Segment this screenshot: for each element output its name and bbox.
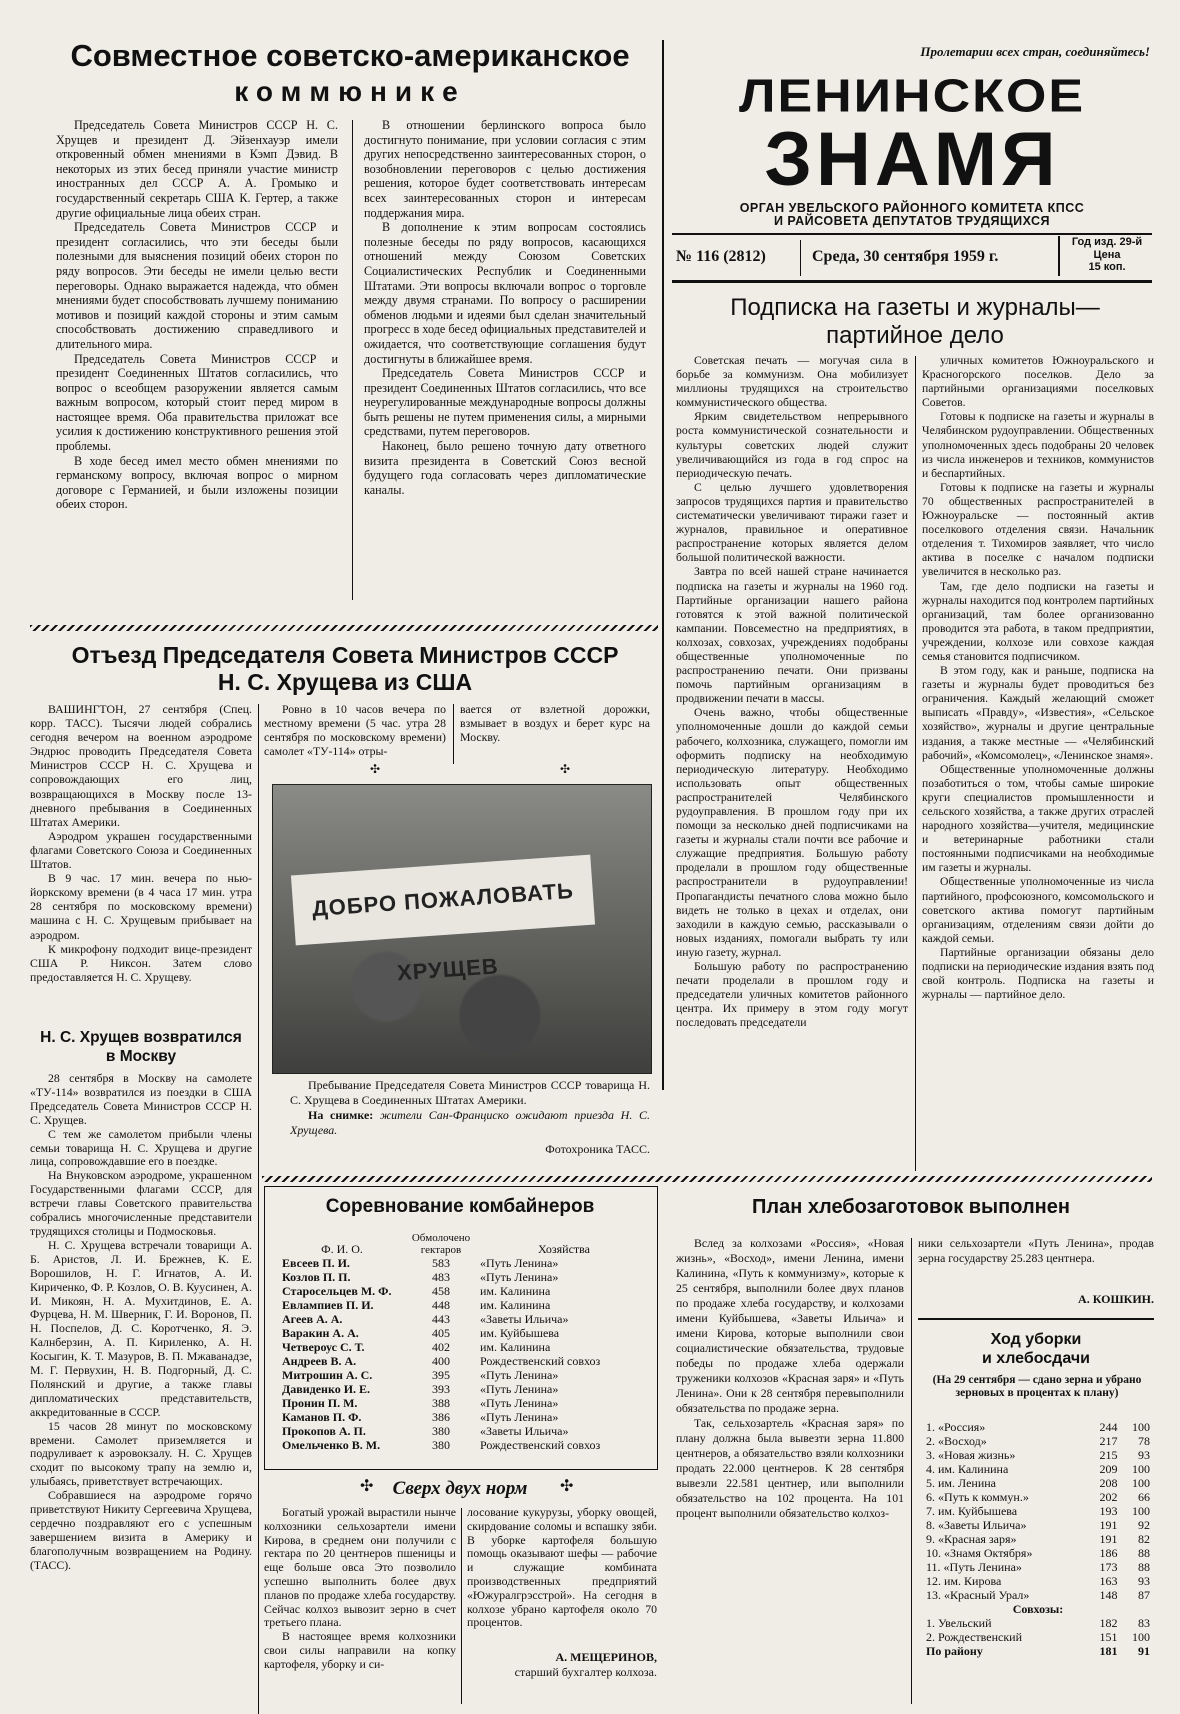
departure-paragraph: ВАШИНГТОН, 27 сентября (Спец. корр. ТАСС). Тысячи людей собрались сегодня вечером на военном аэродроме Эндрюс проводить Председателя Совета Министров СССР Н. С. Хрущева и сопровождающих его лиц, возвращающихся в Москву после 13-дневного пребывания в Соединенных Штатах Америки.: [30, 702, 252, 829]
subscription-paragraph: Ярким свидетельством непрерывного роста коммунистической сознательности и культуры советских людей служит увеличивающийся из года в год спрос на периодическую печать.: [676, 410, 908, 480]
table-row: [924, 1518, 1152, 1532]
harvest-grain-cell: 163: [1099, 1574, 1118, 1588]
table-row: [924, 1476, 1152, 1490]
combine-name-cell: Варакин А. А.: [282, 1326, 359, 1340]
combine-name-cell: Пронин П. М.: [282, 1396, 358, 1410]
harvest-grain-cell: 186: [1099, 1546, 1118, 1560]
price-value: 15 коп.: [1088, 261, 1126, 273]
harvest-name-cell: 12. им. Кирова: [926, 1574, 1002, 1588]
harvest-grain-cell: 193: [1099, 1504, 1118, 1518]
photo-caption-lead: На снимке:: [308, 1108, 374, 1122]
table-row: [924, 1546, 1152, 1560]
ornament-icon: ✣: [560, 1478, 574, 1495]
harvest-name-cell: 1. Увельский: [926, 1616, 992, 1630]
subscription-paragraph: уличных комитетов Южноуральского и Красногорского поселков. Дело за партийными организациями поселковых Советов.: [922, 354, 1154, 410]
harvest-title: [918, 1330, 1154, 1368]
departure-column-3: вается от взлетной дорожки, взмывает в воздух и берет курс на Москву.: [460, 702, 650, 745]
combine-header-hectares: [404, 1232, 478, 1256]
returned-title-line2: в Москву: [105, 1048, 177, 1065]
plan-column-2: ники сельхозартели «Путь Ленина», продав зерна государству 25.283 центнера.: [918, 1236, 1154, 1265]
harvest-name-cell: 1. «Россия»: [926, 1420, 986, 1434]
harvest-sovkhoz-label-row: [924, 1602, 1152, 1616]
subscription-paragraph: Готовы к подписке на газеты и журналы 70 общественных распространителей в Южноуральске — постоянный актив поселкового отделения связи. Начальник отделения т. Тихомиров заявляет, что число актива в поселке с началом подписки увеличится в несколько раз.: [922, 480, 1154, 579]
ornament-icon: ✣: [360, 1478, 374, 1495]
combine-hectares-cell: 458: [432, 1284, 450, 1298]
departure-paragraph: Аэродром украшен государственными флагами Советского Союза и Соединенных Штатов.: [30, 828, 252, 872]
subscription-title-line2: партийное дело: [826, 322, 1004, 349]
combine-farm-cell: им. Калинина: [480, 1298, 551, 1312]
plan-title: План хлебозаготовок выполнен: [752, 1196, 1070, 1218]
masthead-slogan: Пролетарии всех стран, соединяйтесь!: [920, 44, 1150, 59]
table-row: [924, 1560, 1152, 1574]
harvest-name-cell: 10. «Знамя Октября»: [926, 1546, 1033, 1560]
returned-title: [30, 1028, 252, 1066]
combine-table-body: [280, 1256, 650, 1452]
issue-date: Среда, 30 сентября 1959 г.: [812, 248, 999, 265]
combine-name-cell: Козлов П. П.: [282, 1270, 351, 1284]
harvest-title-line2: и хлебосдачи: [982, 1350, 1090, 1367]
harvest-harvested-cell: 88: [1138, 1546, 1150, 1560]
returned-paragraph: 15 часов 28 минут по московскому времени. Самолет приземляется и подруливает к аэровокзалу. Н. С. Хрущев сходит по высокому трапу на землю и, улыбаясь, приветствует встречающих.: [30, 1418, 252, 1489]
table-row: [924, 1574, 1152, 1588]
harvest-name-cell: По району: [926, 1644, 983, 1658]
year-of-publication: Год изд. 29-й: [1071, 236, 1143, 248]
harvest-harvested-cell: 87: [1138, 1588, 1150, 1602]
combine-name-cell: Четвероус С. Т.: [282, 1340, 365, 1354]
column-divider: [461, 1508, 462, 1704]
harvest-name-cell: 11. «Путь Ленина»: [926, 1560, 1022, 1574]
price-box: [1058, 236, 1154, 276]
table-row: [924, 1420, 1152, 1434]
harvest-harvested-cell: 100: [1132, 1476, 1150, 1490]
communique-column-1: [56, 118, 338, 598]
communique-paragraph: В ходе бесед имел место обмен мнениями по германскому вопросу, включая вопрос о мирном договоре с Германией, и были изложены позиции обеих сторон.: [56, 453, 338, 512]
returned-paragraph: Собравшиеся на аэродроме горячо приветствуют Никиту Сергеевича Хрущева, сердечно поздравляют его с успешным завершением визита в Америку и благополучным возвращением на Родину. (ТАСС).: [30, 1488, 252, 1572]
harvest-sovkhoz-label: Совхозы:: [1012, 1602, 1064, 1616]
photo: [272, 784, 652, 1074]
harvest-grain-cell: 244: [1099, 1420, 1118, 1434]
harvest-harvested-cell: 100: [1132, 1504, 1150, 1518]
departure-title-line2: Н. С. Хрущева из США: [217, 669, 473, 695]
returned-paragraph: С тем же самолетом прибыли члены семьи товарища Н. С. Хрущева и другие лица, сопровождавшие его в поездке.: [30, 1126, 252, 1169]
communique-title-line1: Совместное советско-американское: [70, 38, 630, 73]
table-row: [924, 1616, 1152, 1630]
combine-name-cell: Митрошин А. С.: [282, 1368, 373, 1382]
ornament-icon: ✣: [560, 762, 571, 776]
harvest-grain-cell: 151: [1099, 1630, 1118, 1644]
column-divider: [453, 704, 454, 764]
combine-farm-cell: Рождественский совхоз: [480, 1438, 601, 1452]
combine-hectares-cell: 483: [432, 1270, 450, 1284]
column-divider: [352, 120, 353, 600]
returned-title-line1: Н. С. Хрущев возвратился: [40, 1029, 242, 1046]
table-row: [280, 1298, 650, 1312]
norms-title: Сверх двух норм: [392, 1478, 528, 1499]
table-row: [280, 1284, 650, 1298]
communique-title-line2: коммюнике: [234, 76, 466, 107]
combine-header-hectares-line2: гектаров: [420, 1244, 462, 1256]
masthead-organ-line2: И РАЙСОВЕТА ДЕПУТАТОВ ТРУДЯЩИХСЯ: [773, 214, 1051, 228]
combine-hectares-cell: 402: [432, 1340, 450, 1354]
combine-header-farm: Хозяйства: [538, 1242, 590, 1256]
masthead-rule-bottom: [672, 280, 1152, 283]
communique-column-2: [364, 118, 646, 598]
harvest-grain-cell: 208: [1099, 1476, 1118, 1490]
vertical-divider: [662, 40, 664, 1090]
column-divider: [915, 356, 916, 1171]
harvest-subtitle: (На 29 сентября — сдано зерна и убрано зерновых в процентах к плану): [932, 1374, 1142, 1399]
photo-credit: Фотохроника ТАСС.: [545, 1142, 650, 1156]
combine-name-cell: Агеев А. А.: [282, 1312, 343, 1326]
subscription-paragraph: Большую работу по распространению печати проделали в прошлом году и председатели уличных комитетов районного центра. Их примеру в этом году могут последовать председатели: [676, 960, 908, 1030]
table-row: [280, 1270, 650, 1284]
combine-farm-cell: им. Калинина: [480, 1284, 551, 1298]
harvest-harvested-cell: 91: [1138, 1644, 1150, 1658]
plan-author: А. КОШКИН.: [1078, 1292, 1154, 1306]
table-row: [280, 1424, 650, 1438]
harvest-grain-cell: 217: [1099, 1434, 1118, 1448]
combine-hectares-cell: 400: [432, 1354, 450, 1368]
harvest-grain-cell: 182: [1099, 1616, 1118, 1630]
returned-column: [30, 1072, 252, 1692]
combine-hectares-cell: 443: [432, 1312, 450, 1326]
harvest-harvested-cell: 93: [1138, 1574, 1150, 1588]
combine-name-cell: Прокопов А. П.: [282, 1424, 366, 1438]
issue-number: № 116 (2812): [676, 248, 766, 265]
combine-farm-cell: «Путь Ленина»: [480, 1382, 559, 1396]
subscription-paragraph: Очень важно, чтобы общественные уполномоченные дошли до каждой семьи рабочего, колхозника, служащего, помогли им оформить подписку на необходимую периодическую литературу. Необходимо использовать опыт общественных распространителей Челябинского рудоуправления. В прошлом году при их помощи за несколько дней подписчиками на газеты и журналы стали почти все рабочие и служащие предприятия. Большую работу проделали в прошлом году общественные распространители в рудоуправлении! Пропагандисты печатного слова можно было видеть не только в цехах и отделах, они заходили в каждую семью, рассказывали о новых изданиях, помогали выбрать ту или иную газету, журнал.: [676, 706, 908, 959]
combine-farm-cell: «Путь Ленина»: [480, 1368, 559, 1382]
combine-farm-cell: «Путь Ленина»: [480, 1396, 559, 1410]
norms-column-2: лосование кукурузы, уборку овощей, скирдование соломы и вспашку зяби. В уборке картофеля большую помощь оказывают шефы — рабочие и служащие комбината производственных предприятий «Южуралгрэсстрой». На сегодня в колхозе убрано картофеля около 70 процентов.: [467, 1506, 657, 1630]
harvest-name-cell: 3. «Новая жизнь»: [926, 1448, 1016, 1462]
returned-paragraph: Н. С. Хрущева встречали товарищи А. Б. Аристов, Л. И. Брежнев, К. Е. Ворошилов, Н. Г. Игнатов, А. И. Кириченко, Ф. Р. Козлов, О. В. Куусинен, А. И. Микоян, Н. А. Мухитдинов, Е. А. Фурцева, Н. М. Шверник, Г. И. Воронов, П. Н. Поспелов, Д. С. Коротченко, Я. Э. Калнберзин, А. П. Кириленко, А. Н. Косыгин, К. Т. Мазуров, В. П. Мжаванадзе, М. Г. Первухин, Н. В. Подгорный, Д. С. Полянский и другие, а также главы дипломатических представительств, аккредитованные в СССР.: [30, 1237, 252, 1419]
harvest-name-cell: 8. «Заветы Ильича»: [926, 1518, 1027, 1532]
harvest-name-cell: 2. «Восход»: [926, 1434, 987, 1448]
norms-author-role: старший бухгалтер колхоза.: [514, 1665, 657, 1679]
plan-paragraph: Так, сельхозартель «Красная заря» по плану должна была вывезти зерна 11.800 центнеров, а обязательство взяли колхозники продать 22.000 центнеров. К 28 сентября вывезли 22.581 центнер, или выполнили обязательство на 102 процента. На 101 процент выполнили обязательство колхоз-: [676, 1416, 904, 1520]
communique-paragraph: Председатель Совета Министров СССР и президент согласились, что эти беседы были полезными для выяснения позиций обеих сторон по ряду вопросов. Эти беседы не имели целью вести переговоры. Однако выражается надежда, что обмен мнениями будет способствовать лучшему пониманию мотивов и позиций каждой стороны и этим самым способствовать достижению справедливого и длительного мира.: [56, 220, 338, 351]
norms-author-name: А. МЕЩЕРИНОВ,: [555, 1650, 657, 1664]
combine-hectares-cell: 395: [432, 1368, 450, 1382]
combine-farm-cell: им. Калинина: [480, 1340, 551, 1354]
subscription-paragraph: Общественные уполномоченные из числа партийного, профсоюзного, комсомольского и советского актива помогут партийным организациям, отделениям связи дойти до каждой семьи.: [922, 875, 1154, 945]
harvest-grain-cell: 173: [1099, 1560, 1118, 1574]
harvest-grain-cell: 181: [1099, 1644, 1118, 1658]
table-row: [280, 1256, 650, 1270]
harvest-grain-cell: 191: [1099, 1518, 1118, 1532]
plan-paragraph: Вслед за колхозами «Россия», «Новая жизнь», «Восход», имени Ленина, имени Калинина, «Путь к коммунизму», которые к 25 сентября, выполнили более двух планов по продаже хлеба государству, и колхозами имени Куйбышева, «Заветы Ильича» и имени Кирова, которые выполнили свои социалистические обязательства, трудовые победы по продаже хлеба одержали труженики колхозов «Красная заря» и «Путь Ленина». Они к 28 сентября перевыполнили обязательства по продаже зерна.: [676, 1236, 904, 1415]
harvest-name-cell: 13. «Красный Урал»: [926, 1588, 1030, 1602]
table-row: [280, 1340, 650, 1354]
table-row: [280, 1326, 650, 1340]
communique-paragraph: Председатель Совета Министров СССР и президент Соединенных Штатов согласились, что вопрос о всеобщем разоружении является самым важным вопросом, который стоит перед миром в настоящее время. Оба правительства приложат все усилия к достижению конструктивного решения этой проблемы.: [56, 351, 338, 454]
harvest-harvested-cell: 100: [1132, 1420, 1150, 1434]
subscription-paragraph: Завтра по всей нашей стране начинается подписка на газеты и журналы на 1960 год. Партийные организации нашего района готовятся к этой важной политической кампании. Повсеместно на предприятиях, в колхозах, совхозах, учреждениях подобраны общественные уполномоченные по распространению печати. Они призваны помочь партийным организациям в продвижении печати в массы.: [676, 565, 908, 706]
subscription-paragraph: В этом году, как и раньше, подписка на газеты и журналы будет проводиться без ограничения. Каждый желающий сможет выписать «Правду», «Известия», «Сельское хозяйство», журналы и другие центральные издания, а также местные — «Челябинский рабочий», «Комсомолец», «Ленинское знамя».: [922, 664, 1154, 762]
table-row: [924, 1462, 1152, 1476]
combine-hectares-cell: 393: [432, 1382, 450, 1396]
subscription-paragraph: Общественные уполномоченные должны позаботиться о том, чтобы самые широкие круги специалистов промышленности и сельского хозяйства, а также других отраслей народного хозяйства—учителя, медицинские и ветеринарные работники стали постоянными подписчиками на необходимые им газеты и журналы.: [922, 762, 1154, 875]
combine-name-cell: Евлампиев П. И.: [282, 1298, 374, 1312]
combine-farm-cell: «Путь Ленина»: [480, 1270, 559, 1284]
subscription-paragraph: С целью лучшего удовлетворения запросов трудящихся партия и правительство систематически увеличивают тиражи газет и журналов, правильное и оперативное распространение которых является делом большой политической важности.: [676, 480, 908, 565]
table-row: [924, 1588, 1152, 1602]
combine-header-hectares-line1: Обмолочено: [411, 1232, 471, 1244]
harvest-grain-cell: 209: [1099, 1462, 1118, 1476]
harvest-name-cell: 5. им. Ленина: [926, 1476, 996, 1490]
photo-caption-text: Пребывание Председателя Совета Министров СССР товарища Н. С. Хрущева в Соединенных Штатах Америки.: [290, 1078, 650, 1107]
combine-name-cell: Каманов П. Ф.: [282, 1410, 362, 1424]
plan-column-1: [676, 1236, 904, 1702]
harvest-name-cell: 4. им. Калинина: [926, 1462, 1009, 1476]
combine-farm-cell: «Заветы Ильича»: [480, 1424, 569, 1438]
table-row: [924, 1490, 1152, 1504]
table-row: [924, 1504, 1152, 1518]
table-row: [280, 1382, 650, 1396]
combine-header-name: Ф. И. О.: [321, 1242, 363, 1256]
photo-caption-detail: жители Сан-Франциско ожидают приезда Н. С. Хрущева.: [290, 1108, 651, 1137]
harvest-harvested-cell: 93: [1138, 1448, 1150, 1462]
table-row: [924, 1434, 1152, 1448]
combine-farm-cell: «Путь Ленина»: [480, 1410, 559, 1424]
norms-paragraph: В настоящее время колхозники свои силы направили на копку картофеля, уборку и си-: [264, 1629, 456, 1671]
combine-name-cell: Андреев В. А.: [282, 1354, 357, 1368]
norms-column-1: [264, 1506, 456, 1702]
communique-paragraph: Наконец, было решено точную дату ответного визита президента в Советский Союз весной будущего года согласовать через дипломатические каналы.: [364, 439, 646, 497]
subscription-title: [680, 294, 1150, 350]
combine-hectares-cell: 380: [432, 1438, 450, 1452]
table-row: [280, 1438, 650, 1452]
table-row: [280, 1368, 650, 1382]
table-row: [924, 1630, 1152, 1644]
communique-paragraph: Председатель Совета Министров СССР Н. С. Хрущев и президент Д. Эйзенхауэр имели откровенный обмен мнениями в Кэмп Дэвид. В некоторых из этих бесед приняли участие министр иностранных дел СССР А. А. Громыко и государственный секретарь США К. Гертер, а также другие официальные лица обеих стран.: [56, 118, 338, 220]
table-row: [280, 1354, 650, 1368]
section-divider: [262, 1176, 1152, 1182]
harvest-name-cell: 7. им. Куйбышева: [926, 1504, 1018, 1518]
subscription-paragraph: Советская печать — могучая сила в борьбе за коммунизм. Она мобилизует миллионы трудящихся на строительство коммунистического общества.: [676, 354, 908, 410]
masthead-rule-top: [672, 233, 1152, 235]
masthead-organ: [672, 202, 1152, 228]
combine-farm-cell: им. Куйбышева: [480, 1326, 560, 1340]
returned-paragraph: 28 сентября в Москву на самолете «ТУ-114» возвратился из поездки в США Председатель Совета Министров СССР Н. С. Хрущев.: [30, 1072, 252, 1127]
subscription-column-1: [676, 354, 908, 1169]
subscription-title-line1: Подписка на газеты и журналы—: [730, 294, 1100, 321]
table-row: [280, 1396, 650, 1410]
returned-paragraph: На Внуковском аэродроме, украшенном Государственными флагами СССР, для встречи главы Советского правительства собрались многочисленные представители трудящихся столицы и Подмосковья.: [30, 1168, 252, 1238]
photo-caption: [290, 1078, 650, 1157]
subscription-column-2: [922, 354, 1154, 1169]
combine-name-cell: Старосельцев М. Ф.: [282, 1284, 392, 1298]
masthead-name-line1: ЛЕНИНСКОЕ: [738, 69, 1086, 123]
departure-paragraph: К микрофону подходит вице-президент США Р. Никсон. Затем слово предоставляется Н. С. Хрущеву.: [30, 941, 252, 984]
departure-paragraph: В 9 час. 17 мин. вечера по нью-йоркскому времени (в 4 часа 17 мин. утра 28 сентября по московскому времени) машина с Н. С. Хрущевым прибывает на аэродром.: [30, 871, 252, 942]
table-row: [280, 1312, 650, 1326]
photo-caption-note: [290, 1108, 650, 1138]
subscription-paragraph: Партийные организации обязаны дело подписки на периодические издания взять под свой контроль. Подписка на газеты и журналы — партийное дело.: [922, 945, 1154, 1002]
column-divider: [911, 1238, 912, 1704]
harvest-grain-cell: 215: [1099, 1448, 1118, 1462]
harvest-name-cell: 2. Рождественский: [926, 1630, 1023, 1644]
section-divider: [30, 625, 658, 631]
combine-hectares-cell: 405: [432, 1326, 450, 1340]
harvest-title-line1: Ход уборки: [990, 1331, 1082, 1348]
combine-hectares-cell: 388: [432, 1396, 450, 1410]
combine-farm-cell: «Заветы Ильича»: [480, 1312, 569, 1326]
combine-name-cell: Евсеев П. И.: [282, 1256, 350, 1270]
harvest-table-body: [924, 1420, 1152, 1658]
masthead-name-line2: ЗНАМЯ: [764, 117, 1060, 202]
combine-farm-cell: «Путь Ленина»: [480, 1256, 559, 1270]
departure-title-line1: Отъезд Председателя Совета Министров СССР: [71, 642, 619, 668]
norms-paragraph: Богатый урожай вырастили нынче колхозники сельхозартели имени Кирова, в среднем они получили с гектара по 20 центнеров пшеницы и еще больше овса Это позволило успешно выполнить более двух планов по продаже хлеба государству. Сейчас колхоз вывозит зерно в счет третьего плана.: [264, 1506, 456, 1630]
table-row: [924, 1448, 1152, 1462]
harvest-harvested-cell: 88: [1138, 1560, 1150, 1574]
combine-hectares-cell: 583: [432, 1256, 450, 1270]
issue-divider: [800, 240, 801, 276]
communique-title: [30, 38, 670, 110]
combine-name-cell: Омельченко В. М.: [282, 1438, 381, 1452]
masthead-organ-line1: ОРГАН УВЕЛЬСКОГО РАЙОННОГО КОМИТЕТА КПСС: [739, 201, 1085, 215]
harvest-harvested-cell: 78: [1138, 1434, 1150, 1448]
combine-table: [280, 1232, 650, 1452]
departure-column-2: Ровно в 10 часов вечера по местному времени (5 час. утра 28 сентября по московскому времени) самолет «ТУ-114» отры-: [264, 702, 446, 759]
table-row: [924, 1532, 1152, 1546]
communique-paragraph: В дополнение к этим вопросам состоялись полезные беседы по ряду вопросов, касающихся отношений между Союзом Советских Социалистических Республик и Соединенными Штатами. Эти вопросы включали вопрос о торговле между двумя странами. По вопросу о расширении обменов людьми и идеями был сделан значительный прогресс в ходе бесед официальных представителей и ожидается, что соответствующие соглашения будут достигнуты в ближайшее время.: [364, 220, 646, 366]
ornament-icon: ✣: [370, 762, 381, 776]
harvest-harvested-cell: 100: [1132, 1462, 1150, 1476]
harvest-harvested-cell: 100: [1132, 1630, 1150, 1644]
table-row: [280, 1410, 650, 1424]
departure-column-1: [30, 702, 252, 1022]
harvest-name-cell: 6. «Путь к коммун.»: [926, 1490, 1029, 1504]
harvest-harvested-cell: 82: [1138, 1532, 1150, 1546]
departure-title: [30, 642, 660, 696]
harvest-grain-cell: 148: [1099, 1588, 1118, 1602]
harvest-name-cell: 9. «Красная заря»: [926, 1532, 1017, 1546]
combine-farm-cell: Рождественский совхоз: [480, 1354, 601, 1368]
harvest-harvested-cell: 83: [1138, 1616, 1150, 1630]
combine-name-cell: Давиденко И. Е.: [282, 1382, 371, 1396]
communique-paragraph: В отношении берлинского вопроса было достигнуто понимание, при условии согласия с этим других непосредственно заинтересованных сторон, о возобновлении переговоров с целью достижения решения, которое будет соответствовать интересам всех заинтересованных сторон и интересам поддержания мира.: [364, 118, 646, 220]
combine-hectares-cell: 448: [432, 1298, 450, 1312]
combine-hectares-cell: 386: [432, 1410, 450, 1424]
communique-paragraph: Председатель Совета Министров СССР и президент Соединенных Штатов согласились, что все неурегулированные международные вопросы должны быть решены не путем применения силы, а мирными средствами, путем переговоров.: [364, 366, 646, 439]
harvest-rule: [918, 1318, 1154, 1320]
harvest-harvested-cell: 66: [1138, 1490, 1150, 1504]
masthead-name: [672, 68, 1152, 202]
subscription-paragraph: Там, где дело подписки на газеты и журналы находится под контролем партийных организаций, там более организованно проводится эта работа, в таком предприятии, учреждении, колхозе или совхозе каждая семья становится подписчиком.: [922, 579, 1154, 663]
harvest-grain-cell: 191: [1099, 1532, 1118, 1546]
price-label: Цена: [1093, 248, 1121, 261]
harvest-harvested-cell: 92: [1138, 1518, 1150, 1532]
subscription-paragraph: Готовы к подписке на газеты и журналы в Челябинском рудоуправлении. Общественных уполномоченных здесь подобраны 20 человек из числа инженеров и техников, коммунистов и беспартийных.: [922, 410, 1154, 480]
photo-banner: ДОБРО ПОЖАЛОВАТЬ ХРУЩЕВ: [291, 855, 595, 946]
column-divider: [258, 704, 259, 1714]
combine-hectares-cell: 380: [432, 1424, 450, 1438]
harvest-grain-cell: 202: [1099, 1490, 1118, 1504]
norms-author: [467, 1650, 657, 1680]
combine-title: Соревнование комбайнеров: [325, 1196, 595, 1217]
harvest-total-row: [924, 1644, 1152, 1658]
harvest-table: [924, 1420, 1152, 1658]
